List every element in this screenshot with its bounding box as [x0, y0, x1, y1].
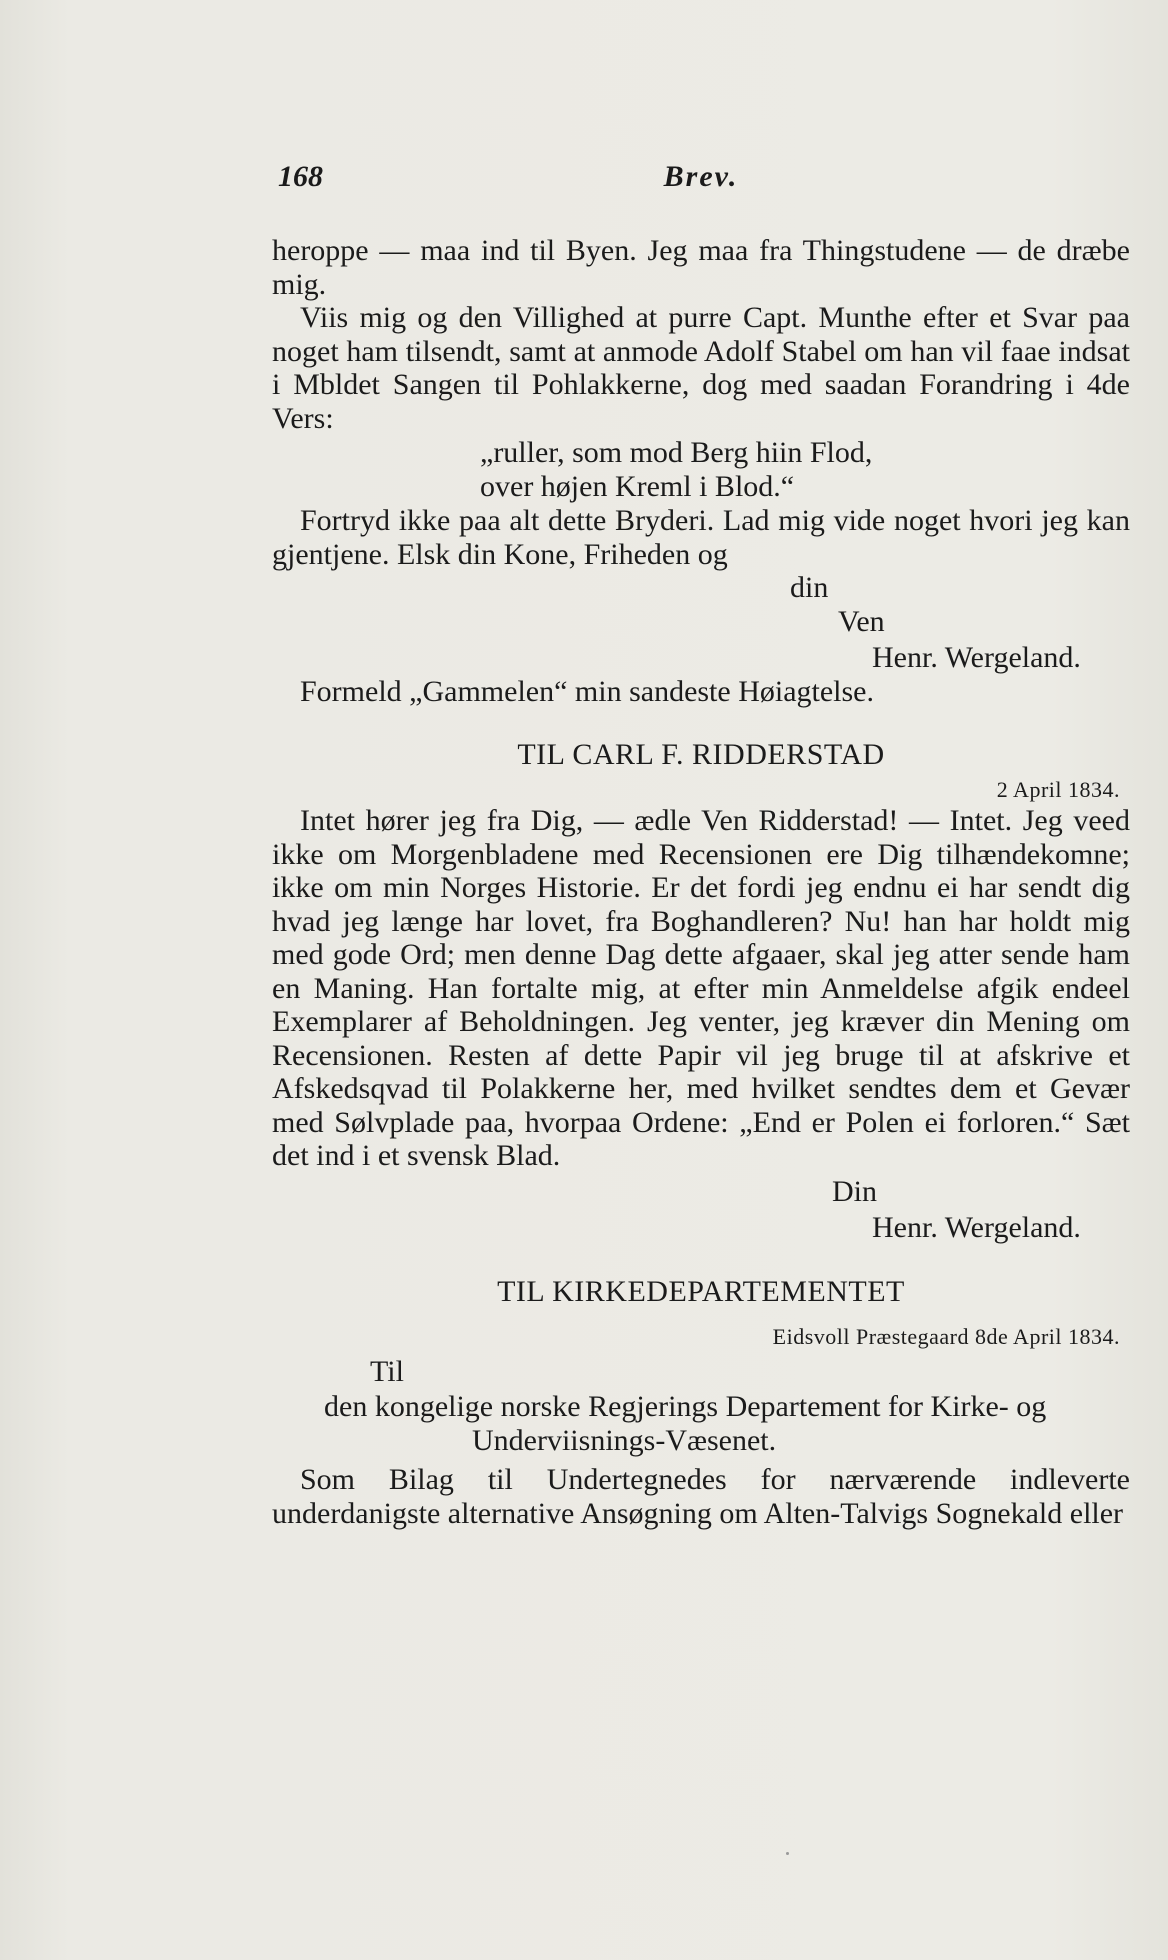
paragraph-munthe: Viis mig og den Villighed at purre Capt. Munthe efter et Svar paa noget ham tilsendt, samt at anmode Adolf Stabel om han vil faae indsat i Mbldet Sangen til Pohlakkerne, dog med saadan Forandring i 4de Vers:: [272, 301, 1130, 435]
running-header: [272, 160, 1130, 204]
address-line-1: den kongelige norske Regjerings Departement for Kirke- og: [324, 1390, 1047, 1423]
letter-date: 2 April 1834.: [996, 777, 1120, 802]
address-line-2: Underviisnings-Væsenet.: [472, 1423, 777, 1457]
letter-heading: TIL CARL F. RIDDERSTAD: [517, 738, 885, 771]
letter-ridderstad: [272, 738, 1130, 1245]
paper-speck: [786, 1852, 789, 1855]
closing-block: [272, 1175, 1130, 1245]
closing-block: [272, 571, 1130, 675]
running-title: Brev.: [663, 160, 739, 193]
letter-heading: TIL KIRKEDEPARTEMENTET: [497, 1274, 905, 1308]
signature: Henr. Wergeland.: [872, 641, 1081, 674]
address-til: Til: [370, 1354, 404, 1388]
text-column: [272, 160, 1130, 1530]
letter-date: Eidsvoll Præstegaard 8de April 1834.: [772, 1323, 1120, 1349]
verse-line-2: over højen Kreml i Blod.“: [480, 469, 795, 503]
page-number: 168: [278, 160, 323, 193]
closing-din: Din: [832, 1174, 877, 1208]
letter-body: Intet hører jeg fra Dig, — ædle Ven Ridderstad! — Intet. Jeg veed ikke om Morgenbladene med Recensionen ere Dig tilhændekomne; ikke om min Norges Historie. Er det fordi jeg endnu ei har sendt dig hvad jeg længe har lovet, fra Boghandleren? Nu! han har holdt mig med gode Ord; men denne Dag dette afgaaer, skal jeg atter sende ham en Maning. Han fortalte mig, at efter min Anmeldelse afgik endeel Exemplarer af Beholdningen. Jeg venter, jeg kræver din Mening om Recensionen. Resten af dette Papir vil jeg bruge til at afskrive et Afskedsqvad til Polakkerne her, med hvilket sendtes dem et Gevær med Sølvplade paa, hvorpaa Ordene: „End er Polen ei forloren.“ Sæt det ind i et svensk Blad.: [272, 804, 1130, 1172]
signature: Henr. Wergeland.: [872, 1211, 1081, 1244]
opening-paragraph: heroppe — maa ind til Byen. Jeg maa fra Thingstudene — de dræbe mig.: [272, 234, 1130, 301]
paragraph-fortryd: Fortryd ikke paa alt dette Bryderi. Lad mig vide noget hvori jeg kan gjentjene. Elsk din Kone, Friheden og: [272, 504, 1130, 571]
verse-line-1: „ruller, som mod Berg hiin Flod,: [480, 436, 873, 469]
closing-din: din: [790, 571, 829, 604]
closing-ven: Ven: [838, 604, 885, 638]
address-block: [272, 1355, 1130, 1458]
postscript: Formeld „Gammelen“ min sandeste Høiagtelse.: [300, 674, 874, 708]
letter-body: Som Bilag til Undertegnedes for nærværende indleverte underdanigste alternative Ansøgning om Alten-Talvigs Sognekald eller: [272, 1463, 1130, 1530]
letter-wergeland-continuation: [272, 234, 1130, 708]
verse-quote: [272, 436, 1130, 503]
letter-kirkedepartementet: [272, 1275, 1130, 1531]
